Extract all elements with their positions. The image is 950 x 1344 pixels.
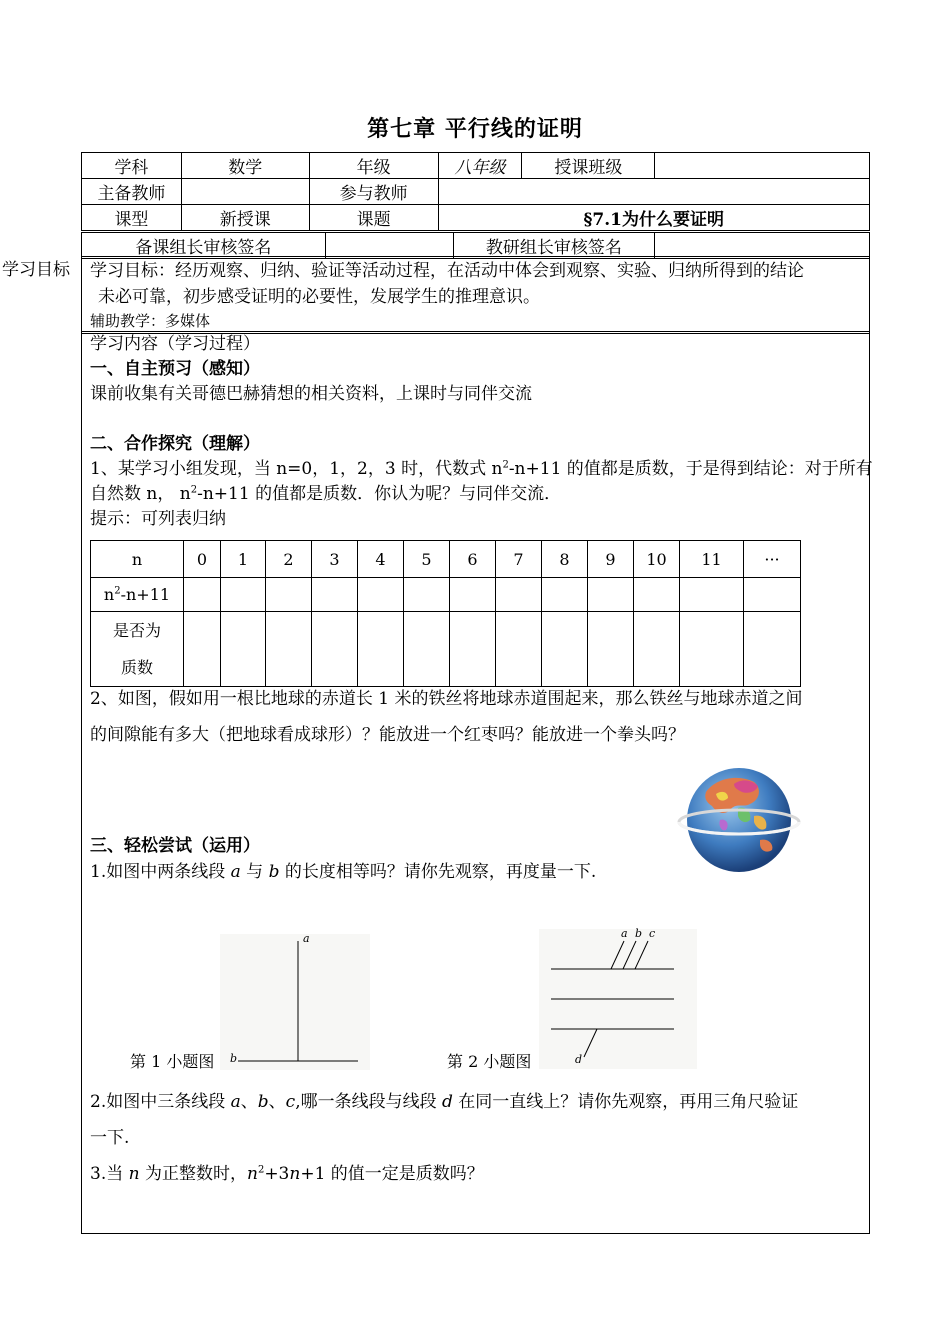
- section2-title: 二、合作探究（理解）: [90, 434, 260, 454]
- table-cell: 7: [496, 541, 542, 578]
- question1-line1: 1、某学习小组发现，当 n=0，1，2，3 时，代数式 $n^2-n+11$ 的值都是质数，于是得到结论：对于所有: [90, 459, 873, 479]
- table-cell: 2: [266, 541, 312, 578]
- segment-a-label: a: [621, 927, 628, 940]
- lesson-type-label: 课型: [82, 205, 182, 231]
- segment-d-label: d: [575, 1053, 583, 1066]
- subject-value: 数学: [181, 153, 309, 179]
- table-cell: 1: [221, 541, 266, 578]
- hint-text: 提示：可列表归纳: [90, 509, 226, 529]
- table-cell: $n^2-n+11$: [91, 578, 184, 612]
- try2-line2: 一下.: [90, 1128, 130, 1148]
- table-cell: 3: [312, 541, 358, 578]
- objective-line1: 学习目标：经历观察、归纳、验证等活动过程，在活动中体会到观察、实验、归纳所得到的结论: [90, 261, 804, 281]
- segment-a-label: a: [303, 932, 310, 945]
- section1-title: 一、自主预习（感知）: [90, 359, 260, 379]
- group-leader-sign-value: [325, 233, 453, 259]
- participant-label: 参与教师: [309, 179, 438, 205]
- table-cell: 10: [634, 541, 680, 578]
- question2-line2: 的间隙能有多大（把地球看成球形）？能放进一个红枣吗？能放进一个拳头吗？: [90, 725, 685, 745]
- subject-label: 学科: [82, 153, 182, 179]
- grade-label: 年级: [309, 153, 438, 179]
- section3-title: 三、轻松尝试（运用）: [90, 836, 260, 856]
- document-title: 第七章 平行线的证明: [367, 116, 583, 142]
- class-label: 授课班级: [522, 153, 655, 179]
- lead-teacher-label: 主备教师: [82, 179, 182, 205]
- induction-table: [90, 540, 801, 687]
- group-leader-sign-label: 备课组长审核签名: [82, 233, 326, 259]
- figure-1: [220, 934, 370, 1070]
- table-cell: n: [91, 541, 184, 578]
- question1-line2: 自然数 n， $n^2-n+11$ 的值都是质数．你认为呢？与同伴交流．: [90, 484, 562, 504]
- auxiliary-teaching: 辅助教学：多媒体: [90, 312, 211, 330]
- topic-label: 课题: [309, 205, 438, 231]
- table-cell: 11: [680, 541, 744, 578]
- topic-value: §7.1为什么要证明: [438, 205, 869, 231]
- table-row: [91, 578, 801, 612]
- figure-1-caption: 第 1 小题图: [130, 1052, 215, 1071]
- content-heading: 学习内容（学习过程）: [90, 334, 260, 354]
- try3-text: 3.当 n 为正整数时，$n^2+3n+1$ 的值一定是质数吗？: [90, 1164, 484, 1184]
- table-row: [91, 612, 801, 687]
- grade-value: 八年级: [438, 153, 522, 179]
- figure-2: [539, 929, 697, 1069]
- figure-2-caption: 第 2 小题图: [447, 1052, 532, 1071]
- table-cell: 0: [184, 541, 221, 578]
- segment-b-label: b: [635, 927, 643, 940]
- lead-teacher-value: [181, 179, 309, 205]
- lesson-type-value: 新授课: [181, 205, 309, 231]
- header-table: [81, 152, 870, 231]
- try2-line1: 2.如图中三条线段 a、b、c,哪一条线段与线段 d 在同一直线上？请你先观察，再用三角尺验证: [90, 1092, 799, 1112]
- table-cell: 6: [450, 541, 496, 578]
- table-row: [91, 541, 801, 578]
- table-cell: 5: [404, 541, 450, 578]
- table-cell: 4: [358, 541, 404, 578]
- try1-text: 1.如图中两条线段 a 与 b 的长度相等吗？请你先观察，再度量一下.: [90, 862, 597, 882]
- table-cell: 9: [588, 541, 634, 578]
- participant-value: [438, 179, 869, 205]
- segment-b-label: b: [230, 1052, 238, 1065]
- question2-line1: 2、如图，假如用一根比地球的赤道长 1 米的铁丝将地球赤道围起来，那么铁丝与地球赤道之间: [90, 689, 803, 709]
- objective-line2: 未必可靠，初步感受证明的必要性，发展学生的推理意识。: [98, 287, 540, 307]
- section1-text: 课前收集有关哥德巴赫猜想的相关资料，上课时与同伴交流: [90, 384, 532, 404]
- signature-table: [81, 232, 870, 259]
- class-value: [655, 153, 870, 179]
- table-cell: 8: [542, 541, 588, 578]
- earth-globe-icon: [676, 764, 802, 876]
- side-label: 学习目标: [2, 260, 70, 280]
- research-leader-sign-label: 教研组长审核签名: [453, 233, 655, 259]
- research-leader-sign-value: [655, 233, 870, 259]
- objective-box: [81, 256, 870, 334]
- table-cell: 是否为 质数: [91, 612, 184, 687]
- segment-c-label: c: [649, 927, 656, 940]
- table-cell: ···: [744, 541, 801, 578]
